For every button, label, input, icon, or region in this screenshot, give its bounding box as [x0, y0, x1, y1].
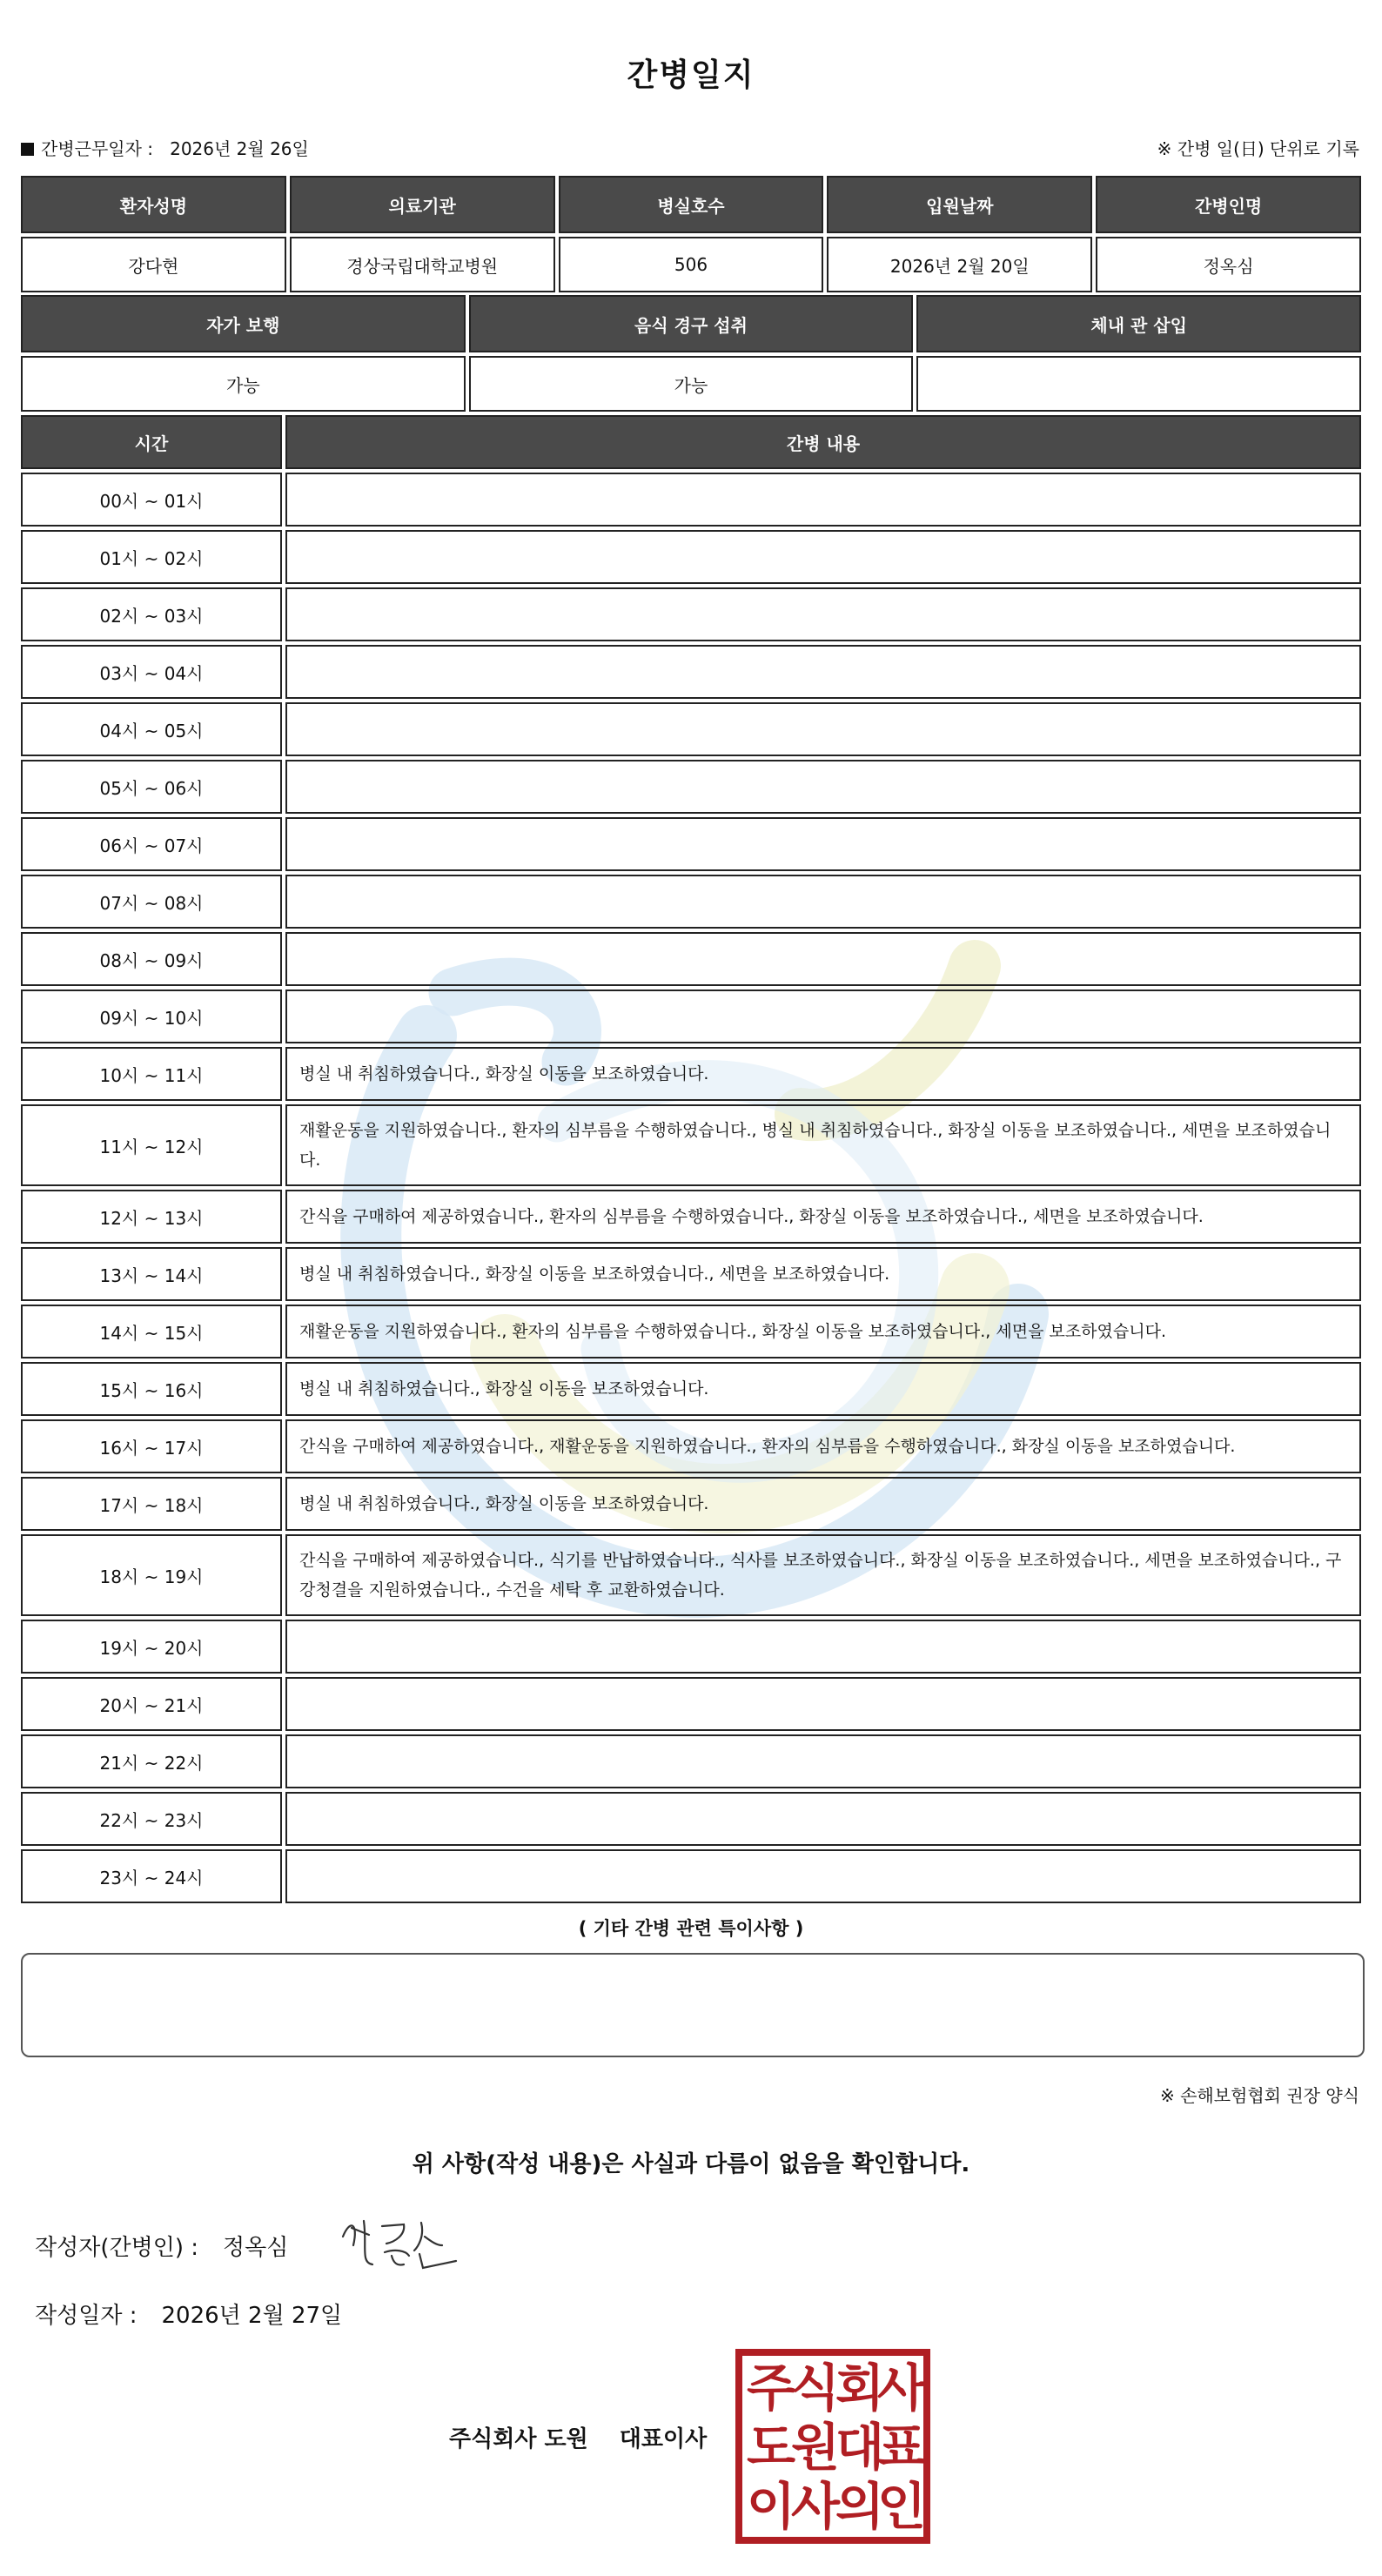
log-row: [21, 1247, 1361, 1301]
writer-line: [35, 2230, 288, 2262]
svg-text:사: 사: [790, 2477, 841, 2536]
care-log-table: [17, 412, 1365, 1907]
log-row: [21, 530, 1361, 584]
log-time-cell: 19시 ~ 20시: [21, 1620, 282, 1674]
log-note-cell: 간식을 구매하여 제공하였습니다., 재활운동을 지원하였습니다., 환자의 심부름을 수행하였습니다., 화장실 이동을 보조하였습니다.: [285, 1419, 1361, 1473]
oral-intake-value: 가능: [469, 356, 914, 412]
log-header-row: [21, 415, 1361, 469]
log-row: [21, 1734, 1361, 1788]
work-date-line: [21, 135, 309, 160]
log-note-cell: [285, 1792, 1361, 1846]
log-note-cell: [285, 530, 1361, 584]
self-walk-value: 가능: [21, 356, 466, 412]
room-number: 506: [559, 237, 824, 292]
patient-info-table: [17, 172, 1365, 296]
log-time-cell: 22시 ~ 23시: [21, 1792, 282, 1846]
document-title: 간병일지: [627, 57, 755, 93]
writer-name: 정옥심: [223, 2235, 289, 2261]
log-row: [21, 645, 1361, 699]
log-time-cell: 00시 ~ 01시: [21, 473, 282, 527]
log-row: [21, 1047, 1361, 1101]
svg-text:도: 도: [746, 2418, 796, 2477]
log-time-cell: 03시 ~ 04시: [21, 645, 282, 699]
status-header-row: [21, 295, 1361, 352]
log-time-cell: 17시 ~ 18시: [21, 1477, 282, 1531]
log-row: [21, 1104, 1361, 1186]
log-note-cell: [285, 473, 1361, 527]
log-time-cell: 15시 ~ 16시: [21, 1362, 282, 1416]
header-caregiver: 간병인명: [1096, 176, 1361, 233]
work-date-label: 간병근무일자 :: [41, 138, 154, 159]
header-care-content: 간병 내용: [285, 415, 1361, 469]
admit-date: 2026년 2월 20일: [827, 237, 1092, 292]
log-time-cell: 06시 ~ 07시: [21, 817, 282, 871]
caregiver-name: 정옥심: [1096, 237, 1361, 292]
header-time: 시간: [21, 415, 282, 469]
log-note-cell: [285, 817, 1361, 871]
company-seal-stamp: [735, 2348, 931, 2545]
log-row: [21, 1362, 1361, 1416]
writer-label: 작성자(간병인) :: [35, 2235, 199, 2261]
svg-text:식: 식: [790, 2358, 841, 2418]
header-self-walk: 자가 보행: [21, 295, 466, 352]
log-time-cell: 16시 ~ 17시: [21, 1419, 282, 1473]
svg-text:의: 의: [835, 2477, 885, 2536]
svg-text:대: 대: [835, 2418, 885, 2477]
log-time-cell: 01시 ~ 02시: [21, 530, 282, 584]
log-note-cell: [285, 1734, 1361, 1788]
log-note-cell: [285, 702, 1361, 756]
log-row: [21, 1305, 1361, 1358]
unit-note: ※ 간병 일(日) 단위로 기록: [1157, 138, 1359, 159]
log-row: [21, 1849, 1361, 1903]
log-time-cell: 20시 ~ 21시: [21, 1677, 282, 1731]
log-row: [21, 1190, 1361, 1244]
confirmation-text: 위 사항(작성 내용)은 사실과 다름이 없음을 확인합니다.: [412, 2151, 970, 2177]
hospital-name: 경상국립대학교병원: [290, 237, 555, 292]
log-row: [21, 1534, 1361, 1616]
write-date-line: [35, 2298, 342, 2330]
log-row: [21, 1620, 1361, 1674]
log-note-cell: [285, 760, 1361, 814]
log-note-cell: 병실 내 취침하였습니다., 화장실 이동을 보조하였습니다.: [285, 1477, 1361, 1531]
header-patient-name: 환자성명: [21, 176, 286, 233]
svg-text:사: 사: [876, 2358, 927, 2418]
log-note-cell: [285, 1677, 1361, 1731]
log-time-cell: 04시 ~ 05시: [21, 702, 282, 756]
log-row: [21, 702, 1361, 756]
handwritten-signature: [334, 2210, 465, 2280]
log-note-cell: [285, 932, 1361, 986]
remarks-title: ( 기타 간병 관련 특이사항 ): [578, 1918, 804, 1939]
log-time-cell: 07시 ~ 08시: [21, 875, 282, 929]
log-row: [21, 875, 1361, 929]
svg-text:표: 표: [876, 2418, 927, 2477]
status-table: [17, 292, 1365, 415]
log-time-cell: 18시 ~ 19시: [21, 1534, 282, 1616]
tube-value: [916, 356, 1361, 412]
log-time-cell: 08시 ~ 09시: [21, 932, 282, 986]
header-admit-date: 입원날짜: [827, 176, 1092, 233]
patient-header-row: [21, 176, 1361, 233]
log-note-cell: [285, 587, 1361, 641]
log-note-cell: [285, 989, 1361, 1043]
log-note-cell: 간식을 구매하여 제공하였습니다., 환자의 심부름을 수행하였습니다., 화장실 이동을 보조하였습니다., 세면을 보조하였습니다.: [285, 1190, 1361, 1244]
log-time-cell: 13시 ~ 14시: [21, 1247, 282, 1301]
log-note-cell: [285, 645, 1361, 699]
patient-name: 강다현: [21, 237, 286, 292]
log-row: [21, 1477, 1361, 1531]
log-note-cell: 병실 내 취침하였습니다., 화장실 이동을 보조하였습니다.: [285, 1362, 1361, 1416]
company-role: 대표이사: [619, 2426, 708, 2452]
svg-text:주: 주: [746, 2358, 796, 2418]
log-note-cell: 병실 내 취침하였습니다., 화장실 이동을 보조하였습니다., 세면을 보조하였습니다.: [285, 1247, 1361, 1301]
log-row: [21, 817, 1361, 871]
svg-text:이: 이: [746, 2477, 796, 2536]
log-note-cell: 병실 내 취침하였습니다., 화장실 이동을 보조하였습니다.: [285, 1047, 1361, 1101]
log-time-cell: 11시 ~ 12시: [21, 1104, 282, 1186]
log-time-cell: 10시 ~ 11시: [21, 1047, 282, 1101]
log-time-cell: 05시 ~ 06시: [21, 760, 282, 814]
log-note-cell: [285, 875, 1361, 929]
work-date-value: 2026년 2월 26일: [170, 138, 309, 159]
log-row: [21, 1792, 1361, 1846]
patient-value-row: [21, 237, 1361, 292]
log-row: [21, 473, 1361, 527]
log-note-cell: [285, 1849, 1361, 1903]
log-note-cell: 간식을 구매하여 제공하였습니다., 식기를 반납하였습니다., 식사를 보조하였습니다., 화장실 이동을 보조하였습니다., 세면을 보조하였습니다., 구강청결을 지원하였습니다., 수건을 세탁 후 교환하였습니다.: [285, 1534, 1361, 1616]
log-note-cell: 재활운동을 지원하였습니다., 환자의 심부름을 수행하였습니다., 화장실 이동을 보조하였습니다., 세면을 보조하였습니다.: [285, 1305, 1361, 1358]
log-time-cell: 14시 ~ 15시: [21, 1305, 282, 1358]
log-row: [21, 989, 1361, 1043]
log-row: [21, 587, 1361, 641]
company-name: 주식회사 도원: [449, 2426, 588, 2452]
write-date-label: 작성일자 :: [35, 2303, 138, 2329]
header-oral-intake: 음식 경구 섭취: [469, 295, 914, 352]
log-note-cell: [285, 1620, 1361, 1674]
company-line: [449, 2421, 738, 2453]
log-row: [21, 1419, 1361, 1473]
svg-text:원: 원: [790, 2418, 841, 2477]
log-row: [21, 760, 1361, 814]
log-time-cell: 23시 ~ 24시: [21, 1849, 282, 1903]
log-time-cell: 21시 ~ 22시: [21, 1734, 282, 1788]
square-bullet-icon: [21, 143, 34, 156]
log-time-cell: 12시 ~ 13시: [21, 1190, 282, 1244]
svg-text:인: 인: [876, 2477, 927, 2536]
log-row: [21, 932, 1361, 986]
log-note-cell: 재활운동을 지원하였습니다., 환자의 심부름을 수행하였습니다., 병실 내 취침하였습니다., 화장실 이동을 보조하였습니다., 세면을 보조하였습니다.: [285, 1104, 1361, 1186]
header-tube: 체내 관 삽입: [916, 295, 1361, 352]
log-time-cell: 02시 ~ 03시: [21, 587, 282, 641]
remarks-box: [21, 1953, 1365, 2057]
status-value-row: [21, 356, 1361, 412]
write-date-value: 2026년 2월 27일: [161, 2303, 343, 2329]
source-note: ※ 손해보험협회 권장 양식: [1159, 2085, 1359, 2106]
log-time-cell: 09시 ~ 10시: [21, 989, 282, 1043]
log-row: [21, 1677, 1361, 1731]
header-room: 병실호수: [559, 176, 824, 233]
svg-text:회: 회: [835, 2358, 885, 2418]
header-hospital: 의료기관: [290, 176, 555, 233]
